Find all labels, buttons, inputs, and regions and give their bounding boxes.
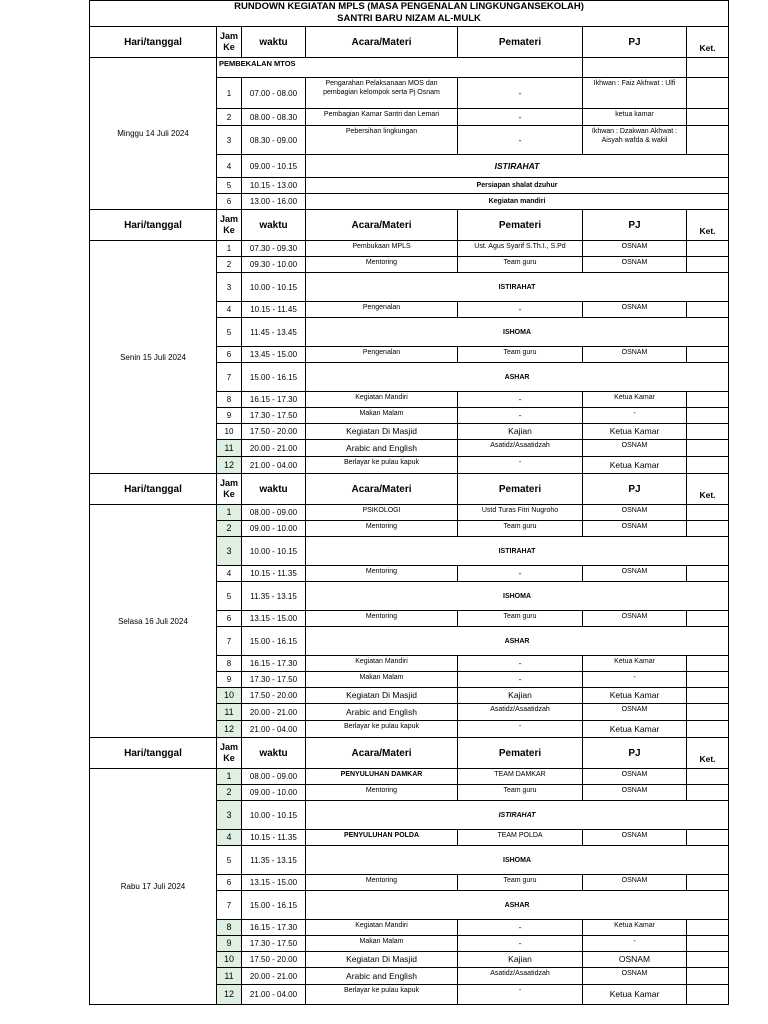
- header-day: Hari/tanggal: [90, 27, 217, 58]
- pj-cell: Ketua Kamar: [583, 424, 687, 440]
- table-row: [90, 505, 729, 521]
- pemateri-cell: Team guru: [458, 521, 583, 537]
- pj-cell: Ketua Kamar: [583, 721, 687, 738]
- acara-cell: Pembukaan MPLS: [306, 241, 458, 257]
- pj-cell: OSNAM: [583, 440, 687, 457]
- pj-cell: -: [583, 936, 687, 952]
- header-pj: PJ: [583, 210, 687, 241]
- break-cell: ISTIRAHAT: [306, 537, 729, 566]
- pemateri-cell: Team guru: [458, 257, 583, 273]
- ket-cell: [687, 968, 729, 985]
- break-cell: ASHAR: [306, 363, 729, 392]
- header-jam-ke: Jam Ke: [217, 738, 242, 769]
- acara-cell: Mentoring: [306, 611, 458, 627]
- pj-cell: ketua kamar: [583, 109, 687, 126]
- header-pemateri: Pemateri: [458, 27, 583, 58]
- waktu-cell: 16.15 - 17.30: [242, 920, 306, 936]
- ket-cell: [687, 505, 729, 521]
- jam-ke-cell: 8: [217, 920, 242, 936]
- day-date-cell: Selasa 16 Juli 2024: [90, 505, 217, 738]
- jam-ke-cell: 5: [217, 846, 242, 875]
- break-cell: Persiapan shalat dzuhur: [306, 178, 729, 194]
- ket-cell: [687, 347, 729, 363]
- header-waktu: waktu: [242, 738, 306, 769]
- pemateri-cell: Kajian: [458, 688, 583, 704]
- break-cell: ISTIRAHAT: [306, 155, 729, 178]
- ket-cell: [687, 457, 729, 474]
- header-waktu: waktu: [242, 474, 306, 505]
- jam-ke-cell: 8: [217, 656, 242, 672]
- acara-cell: Arabic and English: [306, 704, 458, 721]
- ket-cell: [687, 440, 729, 457]
- pj-cell: OSNAM: [583, 611, 687, 627]
- waktu-cell: 07.30 - 09.30: [242, 241, 306, 257]
- pemateri-cell: Asatidz/Asaatidzah: [458, 968, 583, 985]
- jam-ke-cell: 8: [217, 392, 242, 408]
- ket-cell: [687, 424, 729, 440]
- jam-ke-cell: 3: [217, 801, 242, 830]
- pemateri-cell: Kajian: [458, 952, 583, 968]
- pj-cell: OSNAM: [583, 968, 687, 985]
- acara-cell: Mentoring: [306, 785, 458, 801]
- jam-ke-cell: 2: [217, 785, 242, 801]
- pj-cell: Ketua Kamar: [583, 920, 687, 936]
- ket-cell: [687, 566, 729, 582]
- waktu-cell: 07.00 - 08.00: [242, 78, 306, 109]
- waktu-cell: 21.00 - 04.00: [242, 457, 306, 474]
- jam-ke-cell: 3: [217, 273, 242, 302]
- pj-cell: Ikhwan : Faiz Akhwat : Ulfi: [583, 78, 687, 109]
- pemateri-cell: Team guru: [458, 347, 583, 363]
- document-title: RUNDOWN KEGIATAN MPLS (MASA PENGENALAN LINGKUNGANSEKOLAH): [90, 1, 729, 14]
- waktu-cell: 15.00 - 16.15: [242, 627, 306, 656]
- waktu-cell: 10.15 - 11.35: [242, 566, 306, 582]
- pemateri-cell: Kajian: [458, 424, 583, 440]
- pj-cell: Ketua Kamar: [583, 985, 687, 1005]
- acara-cell: PENYULUHAN DAMKAR: [306, 769, 458, 785]
- jam-ke-cell: 2: [217, 257, 242, 273]
- header-ket: Ket.: [687, 27, 729, 58]
- header-row: [90, 738, 729, 769]
- section-subtitle: PEMBEKALAN MTOS: [217, 58, 583, 78]
- break-cell: Kegiatan mandiri: [306, 194, 729, 210]
- waktu-cell: 13.15 - 15.00: [242, 611, 306, 627]
- jam-ke-cell: 12: [217, 985, 242, 1005]
- pemateri-cell: -: [458, 408, 583, 424]
- header-day: Hari/tanggal: [90, 474, 217, 505]
- acara-cell: Arabic and English: [306, 440, 458, 457]
- pemateri-cell: Asatidz/Asaatidzah: [458, 440, 583, 457]
- waktu-cell: 10.00 - 10.15: [242, 537, 306, 566]
- jam-ke-cell: 5: [217, 582, 242, 611]
- waktu-cell: 10.15 - 13.00: [242, 178, 306, 194]
- ket-cell: [687, 936, 729, 952]
- ket-cell: [687, 920, 729, 936]
- waktu-cell: 13.00 - 16.00: [242, 194, 306, 210]
- pj-cell: Ikhwan : Dzakwan Akhwat : Aisyah wafda & wakil: [583, 126, 687, 155]
- waktu-cell: 10.15 - 11.45: [242, 302, 306, 318]
- waktu-cell: 10.00 - 10.15: [242, 273, 306, 302]
- header-row: [90, 210, 729, 241]
- pemateri-cell: -: [458, 936, 583, 952]
- acara-cell: Pengarahan Pelaksanaan MOS dan pembagian kelompok serta Pj Osnam: [306, 78, 458, 109]
- pj-cell: Ketua Kamar: [583, 688, 687, 704]
- acara-cell: Kegiatan Mandiri: [306, 656, 458, 672]
- header-pj: PJ: [583, 474, 687, 505]
- jam-ke-cell: 6: [217, 194, 242, 210]
- header-ket: Ket.: [687, 210, 729, 241]
- jam-ke-cell: 5: [217, 318, 242, 347]
- acara-cell: Arabic and English: [306, 968, 458, 985]
- acara-cell: PSIKOLOGI: [306, 505, 458, 521]
- acara-cell: Mentoring: [306, 521, 458, 537]
- acara-cell: Kegiatan Di Masjid: [306, 952, 458, 968]
- pemateri-cell: -: [458, 457, 583, 474]
- ket-cell: [687, 985, 729, 1005]
- break-cell: ISTIRAHAT: [306, 273, 729, 302]
- ket-cell: [687, 769, 729, 785]
- jam-ke-cell: 12: [217, 721, 242, 738]
- acara-cell: Mentoring: [306, 257, 458, 273]
- pemateri-cell: Ustd Turas Fitri Nugroho: [458, 505, 583, 521]
- ket-cell: [687, 109, 729, 126]
- pemateri-cell: -: [458, 920, 583, 936]
- waktu-cell: 17.50 - 20.00: [242, 424, 306, 440]
- waktu-cell: 20.00 - 21.00: [242, 968, 306, 985]
- jam-ke-cell: 6: [217, 611, 242, 627]
- break-cell: ISTIRAHAT: [306, 801, 729, 830]
- header-acara: Acara/Materi: [306, 474, 458, 505]
- acara-cell: Mentoring: [306, 566, 458, 582]
- pj-cell: OSNAM: [583, 505, 687, 521]
- break-cell: ASHAR: [306, 627, 729, 656]
- header-pemateri: Pemateri: [458, 210, 583, 241]
- header-row: [90, 474, 729, 505]
- waktu-cell: 20.00 - 21.00: [242, 440, 306, 457]
- waktu-cell: 09.00 - 10.00: [242, 521, 306, 537]
- acara-cell: Mentoring: [306, 875, 458, 891]
- title-row-2: [90, 13, 729, 27]
- waktu-cell: 17.50 - 20.00: [242, 688, 306, 704]
- jam-ke-cell: 4: [217, 566, 242, 582]
- ket-cell: [687, 830, 729, 846]
- waktu-cell: 11.35 - 13.15: [242, 846, 306, 875]
- header-jam-ke: Jam Ke: [217, 210, 242, 241]
- waktu-cell: 13.45 - 15.00: [242, 347, 306, 363]
- acara-cell: Berlayar ke pulau kapuk: [306, 985, 458, 1005]
- waktu-cell: 09.00 - 10.15: [242, 155, 306, 178]
- pj-cell: Ketua Kamar: [583, 457, 687, 474]
- pj-cell: OSNAM: [583, 302, 687, 318]
- header-acara: Acara/Materi: [306, 738, 458, 769]
- header-acara: Acara/Materi: [306, 210, 458, 241]
- ket-cell: [687, 302, 729, 318]
- pemateri-cell: -: [458, 302, 583, 318]
- pj-cell: OSNAM: [583, 769, 687, 785]
- waktu-cell: 17.50 - 20.00: [242, 952, 306, 968]
- ket-cell: [687, 408, 729, 424]
- jam-ke-cell: 1: [217, 505, 242, 521]
- jam-ke-cell: 2: [217, 109, 242, 126]
- jam-ke-cell: 6: [217, 347, 242, 363]
- waktu-cell: 10.00 - 10.15: [242, 801, 306, 830]
- jam-ke-cell: 4: [217, 830, 242, 846]
- header-waktu: waktu: [242, 210, 306, 241]
- acara-cell: Pebersihan lingkungan: [306, 126, 458, 155]
- waktu-cell: 08.00 - 08.30: [242, 109, 306, 126]
- waktu-cell: 08.00 - 09.00: [242, 505, 306, 521]
- jam-ke-cell: 10: [217, 424, 242, 440]
- pj-cell: OSNAM: [583, 521, 687, 537]
- jam-ke-cell: 11: [217, 704, 242, 721]
- header-pj: PJ: [583, 738, 687, 769]
- pemateri-cell: Ust. Agus Syarif S.Th.I., S.Pd: [458, 241, 583, 257]
- waktu-cell: 17.30 - 17.50: [242, 672, 306, 688]
- waktu-cell: 09.30 - 10.00: [242, 257, 306, 273]
- day-date-cell: Senin 15 Juli 2024: [90, 241, 217, 474]
- document-subtitle: SANTRI BARU NIZAM AL-MULK: [90, 13, 729, 27]
- pj-cell: OSNAM: [583, 566, 687, 582]
- header-day: Hari/tanggal: [90, 210, 217, 241]
- pemateri-cell: TEAM POLDA: [458, 830, 583, 846]
- pemateri-cell: Team guru: [458, 611, 583, 627]
- pj-cell: OSNAM: [583, 257, 687, 273]
- ket-cell: [687, 78, 729, 109]
- jam-ke-cell: 10: [217, 952, 242, 968]
- pj-cell: OSNAM: [583, 241, 687, 257]
- pemateri-cell: -: [458, 109, 583, 126]
- jam-ke-cell: 12: [217, 457, 242, 474]
- header-waktu: waktu: [242, 27, 306, 58]
- waktu-cell: 11.45 - 13.45: [242, 318, 306, 347]
- pj-cell: [583, 58, 687, 78]
- jam-ke-cell: 1: [217, 241, 242, 257]
- subtitle-row: [90, 58, 729, 78]
- waktu-cell: 16.15 - 17.30: [242, 656, 306, 672]
- pj-cell: Ketua Kamar: [583, 392, 687, 408]
- waktu-cell: 13.15 - 15.00: [242, 875, 306, 891]
- waktu-cell: 08.30 - 09.00: [242, 126, 306, 155]
- jam-ke-cell: 4: [217, 155, 242, 178]
- ket-cell: [687, 611, 729, 627]
- ket-cell: [687, 875, 729, 891]
- jam-ke-cell: 6: [217, 875, 242, 891]
- ket-cell: [687, 785, 729, 801]
- jam-ke-cell: 7: [217, 363, 242, 392]
- waktu-cell: 21.00 - 04.00: [242, 985, 306, 1005]
- acara-cell: Kegiatan Di Masjid: [306, 688, 458, 704]
- acara-cell: Makan Malam: [306, 408, 458, 424]
- rundown-table: [89, 0, 729, 1005]
- pj-cell: OSNAM: [583, 830, 687, 846]
- waktu-cell: 16.15 - 17.30: [242, 392, 306, 408]
- waktu-cell: 20.00 - 21.00: [242, 704, 306, 721]
- table-row: [90, 769, 729, 785]
- waktu-cell: 17.30 - 17.50: [242, 936, 306, 952]
- table-row: [90, 241, 729, 257]
- jam-ke-cell: 9: [217, 936, 242, 952]
- header-ket: Ket.: [687, 474, 729, 505]
- jam-ke-cell: 4: [217, 302, 242, 318]
- waktu-cell: 09.00 - 10.00: [242, 785, 306, 801]
- pemateri-cell: Team guru: [458, 875, 583, 891]
- jam-ke-cell: 11: [217, 440, 242, 457]
- waktu-cell: 17.30 - 17.50: [242, 408, 306, 424]
- jam-ke-cell: 7: [217, 891, 242, 920]
- pemateri-cell: -: [458, 985, 583, 1005]
- pj-cell: OSNAM: [583, 347, 687, 363]
- waktu-cell: 10.15 - 11.35: [242, 830, 306, 846]
- ket-cell: [687, 721, 729, 738]
- header-pj: PJ: [583, 27, 687, 58]
- jam-ke-cell: 7: [217, 627, 242, 656]
- pj-cell: Ketua Kamar: [583, 656, 687, 672]
- header-row: [90, 27, 729, 58]
- waktu-cell: 21.00 - 04.00: [242, 721, 306, 738]
- header-ket: Ket.: [687, 738, 729, 769]
- acara-cell: Makan Malam: [306, 936, 458, 952]
- header-acara: Acara/Materi: [306, 27, 458, 58]
- acara-cell: Berlayar ke pulau kapuk: [306, 457, 458, 474]
- pj-cell: OSNAM: [583, 785, 687, 801]
- ket-cell: [687, 688, 729, 704]
- day-date-cell: Rabu 17 Juli 2024: [90, 769, 217, 1005]
- jam-ke-cell: 1: [217, 78, 242, 109]
- header-jam-ke: Jam Ke: [217, 27, 242, 58]
- ket-cell: [687, 241, 729, 257]
- pemateri-cell: -: [458, 392, 583, 408]
- waktu-cell: 15.00 - 16.15: [242, 891, 306, 920]
- ket-cell: [687, 257, 729, 273]
- header-pemateri: Pemateri: [458, 474, 583, 505]
- pemateri-cell: -: [458, 566, 583, 582]
- ket-cell: [687, 392, 729, 408]
- acara-cell: Kegiatan Mandiri: [306, 392, 458, 408]
- pemateri-cell: -: [458, 721, 583, 738]
- pemateri-cell: -: [458, 78, 583, 109]
- day-date-cell: Minggu 14 Juli 2024: [90, 58, 217, 210]
- break-cell: ISHOMA: [306, 318, 729, 347]
- pemateri-cell: -: [458, 656, 583, 672]
- pemateri-cell: -: [458, 672, 583, 688]
- break-cell: ASHAR: [306, 891, 729, 920]
- pj-cell: OSNAM: [583, 875, 687, 891]
- pj-cell: -: [583, 672, 687, 688]
- pemateri-cell: Asatidz/Asaatidzah: [458, 704, 583, 721]
- acara-cell: Pengenalan: [306, 302, 458, 318]
- jam-ke-cell: 11: [217, 968, 242, 985]
- title-row-1: [90, 1, 729, 14]
- acara-cell: Kegiatan Di Masjid: [306, 424, 458, 440]
- ket-cell: [687, 126, 729, 155]
- jam-ke-cell: 9: [217, 408, 242, 424]
- jam-ke-cell: 10: [217, 688, 242, 704]
- jam-ke-cell: 1: [217, 769, 242, 785]
- waktu-cell: 15.00 - 16.15: [242, 363, 306, 392]
- jam-ke-cell: 9: [217, 672, 242, 688]
- pemateri-cell: TEAM DAMKAR: [458, 769, 583, 785]
- ket-cell: [687, 952, 729, 968]
- header-pemateri: Pemateri: [458, 738, 583, 769]
- acara-cell: Berlayar ke pulau kapuk: [306, 721, 458, 738]
- ket-cell: [687, 704, 729, 721]
- acara-cell: Makan Malam: [306, 672, 458, 688]
- waktu-cell: 08.00 - 09.00: [242, 769, 306, 785]
- jam-ke-cell: 2: [217, 521, 242, 537]
- header-day: Hari/tanggal: [90, 738, 217, 769]
- ket-cell: [687, 656, 729, 672]
- acara-cell: Pembagian Kamar Santri dan Lemari: [306, 109, 458, 126]
- header-jam-ke: Jam Ke: [217, 474, 242, 505]
- jam-ke-cell: 3: [217, 537, 242, 566]
- acara-cell: PENYULUHAN POLDA: [306, 830, 458, 846]
- jam-ke-cell: 3: [217, 126, 242, 155]
- pj-cell: -: [583, 408, 687, 424]
- pemateri-cell: -: [458, 126, 583, 155]
- pj-cell: OSNAM: [583, 952, 687, 968]
- break-cell: ISHOMA: [306, 582, 729, 611]
- ket-cell: [687, 58, 729, 78]
- pemateri-cell: Team guru: [458, 785, 583, 801]
- jam-ke-cell: 5: [217, 178, 242, 194]
- acara-cell: Kegiatan Mandiri: [306, 920, 458, 936]
- waktu-cell: 11.35 - 13.15: [242, 582, 306, 611]
- ket-cell: [687, 672, 729, 688]
- ket-cell: [687, 521, 729, 537]
- pj-cell: OSNAM: [583, 704, 687, 721]
- acara-cell: Pengenalan: [306, 347, 458, 363]
- break-cell: ISHOMA: [306, 846, 729, 875]
